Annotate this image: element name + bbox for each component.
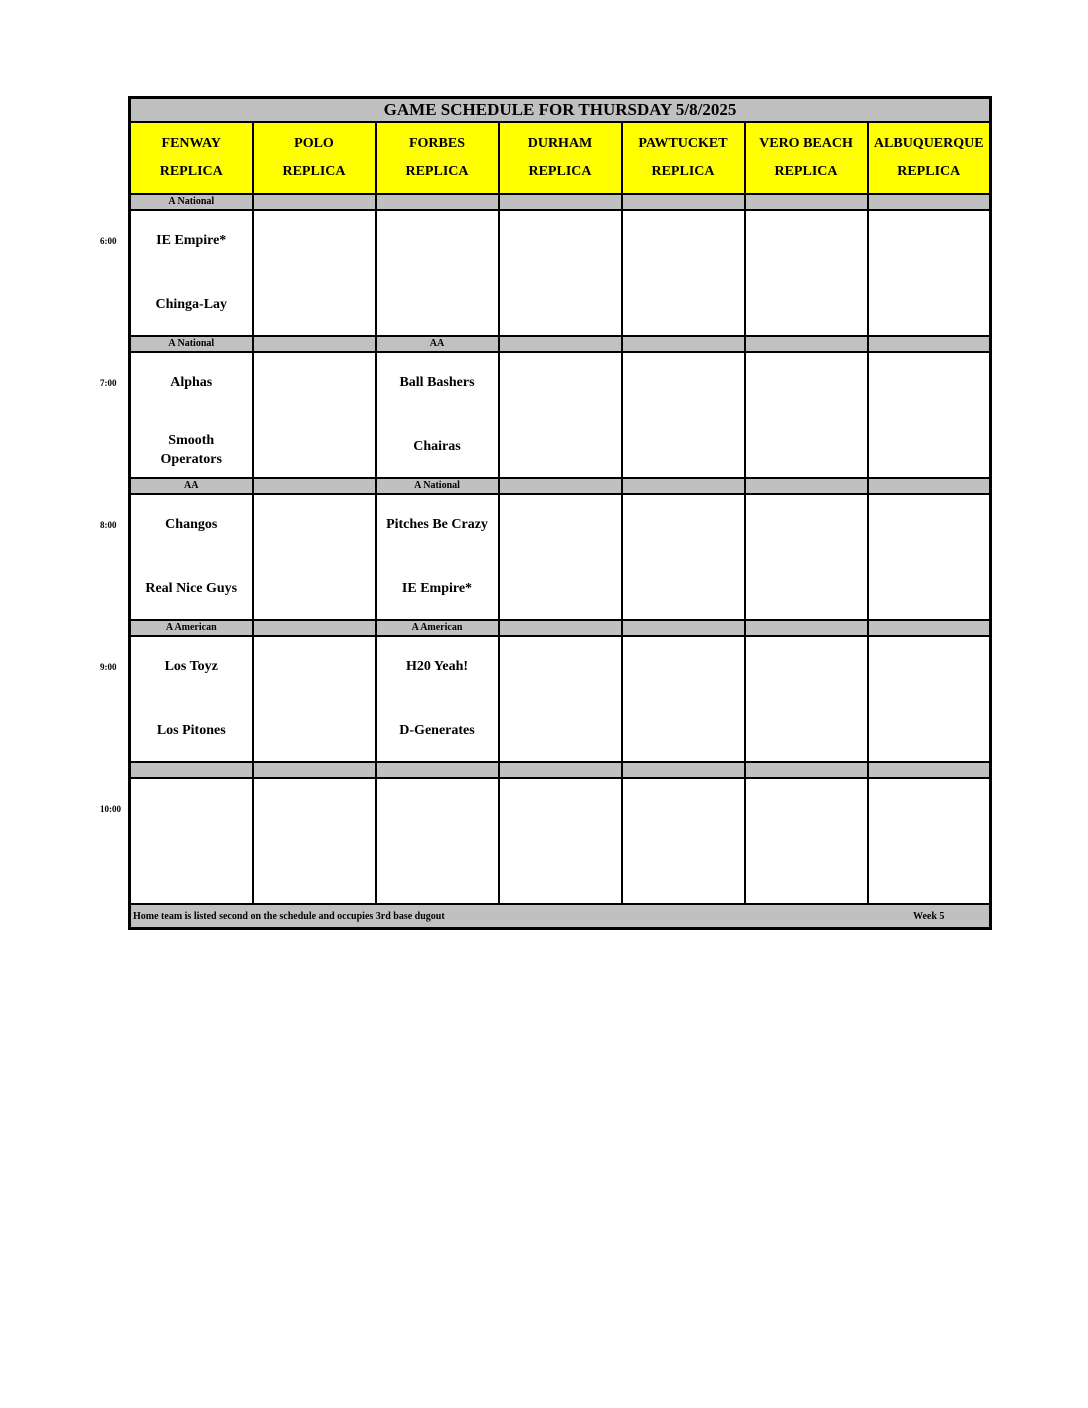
division-label <box>622 620 745 636</box>
game-cell <box>622 494 745 620</box>
slot-row <box>130 636 991 762</box>
slot-row <box>130 494 991 620</box>
division-row <box>130 762 991 778</box>
game-cell <box>745 352 868 478</box>
division-label <box>745 620 868 636</box>
field-name: PAWTUCKET <box>638 136 728 151</box>
field-subtitle: REPLICA <box>405 164 469 179</box>
field-subtitle: REPLICA <box>774 164 838 179</box>
game-cell <box>376 778 499 904</box>
division-row <box>130 478 991 494</box>
slot-row <box>130 210 991 336</box>
field-subtitle: REPLICA <box>528 164 592 179</box>
division-label <box>622 336 745 352</box>
division-label: A American <box>130 620 253 636</box>
game-cell <box>253 494 376 620</box>
home-team: Chinga-Lay <box>155 297 228 312</box>
game-cell <box>622 778 745 904</box>
division-label <box>745 336 868 352</box>
home-team: Real Nice Guys <box>145 581 238 596</box>
field-header <box>745 122 868 194</box>
division-label: A National <box>376 478 499 494</box>
division-label <box>253 336 376 352</box>
away-team: Ball Bashers <box>399 375 475 390</box>
game-cell <box>376 494 499 620</box>
home-team: Los Pitones <box>156 723 226 738</box>
field-subtitle: REPLICA <box>159 164 223 179</box>
field-header <box>376 122 499 194</box>
game-cell <box>130 636 253 762</box>
division-label <box>745 194 868 210</box>
game-cell <box>499 636 622 762</box>
field-header <box>499 122 622 194</box>
field-header <box>868 122 991 194</box>
division-label <box>868 194 991 210</box>
division-label: A National <box>130 336 253 352</box>
slot-row <box>130 778 991 904</box>
field-name: FENWAY <box>161 136 221 151</box>
division-label <box>499 478 622 494</box>
game-cell <box>868 210 991 336</box>
division-label <box>622 478 745 494</box>
division-label: A National <box>130 194 253 210</box>
away-team: Los Toyz <box>164 659 218 674</box>
game-cell <box>745 494 868 620</box>
game-cell <box>253 210 376 336</box>
division-label <box>868 336 991 352</box>
game-cell <box>376 210 499 336</box>
game-cell <box>130 352 253 478</box>
time-label: 9:00 <box>100 662 117 672</box>
away-team: Changos <box>165 517 218 532</box>
home-team: D-Generates <box>399 723 475 738</box>
game-cell <box>130 778 253 904</box>
game-cell <box>499 494 622 620</box>
field-subtitle: REPLICA <box>282 164 346 179</box>
division-label <box>499 620 622 636</box>
division-row <box>130 194 991 210</box>
away-team: Pitches Be Crazy <box>386 517 488 532</box>
time-label: 7:00 <box>100 378 117 388</box>
field-name: DURHAM <box>527 136 593 151</box>
game-cell <box>499 778 622 904</box>
division-label <box>868 762 991 778</box>
division-label <box>622 194 745 210</box>
game-cell <box>745 778 868 904</box>
field-subtitle: REPLICA <box>651 164 715 179</box>
footer-cell <box>130 904 991 929</box>
home-team: Smooth Operators <box>160 433 222 467</box>
division-label: AA <box>130 478 253 494</box>
game-cell <box>376 636 499 762</box>
division-label <box>376 194 499 210</box>
home-team: IE Empire* <box>401 581 473 596</box>
home-team-note: Home team is listed second on the schedule and occupies 3rd base dugout <box>133 911 445 922</box>
field-header-row <box>130 122 991 194</box>
game-cell <box>622 636 745 762</box>
field-name: FORBES <box>408 136 465 151</box>
game-cell <box>868 494 991 620</box>
game-cell <box>868 352 991 478</box>
division-label <box>745 478 868 494</box>
field-name: POLO <box>294 136 334 151</box>
game-cell <box>745 636 868 762</box>
division-label <box>499 194 622 210</box>
division-label <box>745 762 868 778</box>
field-subtitle: REPLICA <box>897 164 961 179</box>
time-label: 6:00 <box>100 236 117 246</box>
game-cell <box>253 778 376 904</box>
game-cell <box>130 494 253 620</box>
game-cell <box>253 352 376 478</box>
game-cell <box>868 778 991 904</box>
time-label: 8:00 <box>100 520 117 530</box>
title-row <box>130 98 991 123</box>
game-cell <box>499 352 622 478</box>
away-team: Alphas <box>170 375 213 390</box>
field-header <box>622 122 745 194</box>
division-label <box>253 762 376 778</box>
schedule-title: GAME SCHEDULE FOR THURSDAY 5/8/2025 <box>130 98 991 123</box>
division-label <box>253 478 376 494</box>
division-label <box>253 194 376 210</box>
division-row <box>130 620 991 636</box>
home-team: Chairas <box>413 439 461 454</box>
division-label <box>499 762 622 778</box>
division-label <box>499 336 622 352</box>
game-cell <box>499 210 622 336</box>
game-cell <box>622 210 745 336</box>
game-cell <box>622 352 745 478</box>
division-row <box>130 336 991 352</box>
division-label: AA <box>376 336 499 352</box>
game-cell <box>253 636 376 762</box>
game-schedule-table <box>128 96 992 930</box>
field-header <box>253 122 376 194</box>
division-label <box>130 762 253 778</box>
time-label: 10:00 <box>100 804 121 814</box>
game-cell <box>130 210 253 336</box>
division-label <box>622 762 745 778</box>
field-name: VERO BEACH <box>759 136 853 151</box>
field-header <box>130 122 253 194</box>
field-name: ALBUQUERQUE <box>873 136 984 151</box>
division-label <box>868 620 991 636</box>
away-team: IE Empire* <box>156 233 227 248</box>
away-team: H20 Yeah! <box>405 659 469 674</box>
week-label: Week 5 <box>913 911 945 922</box>
slot-row <box>130 352 991 478</box>
division-label <box>376 762 499 778</box>
game-cell <box>376 352 499 478</box>
game-cell <box>745 210 868 336</box>
footer-row <box>130 904 991 929</box>
division-label: A American <box>376 620 499 636</box>
division-label <box>868 478 991 494</box>
division-label <box>253 620 376 636</box>
game-cell <box>868 636 991 762</box>
